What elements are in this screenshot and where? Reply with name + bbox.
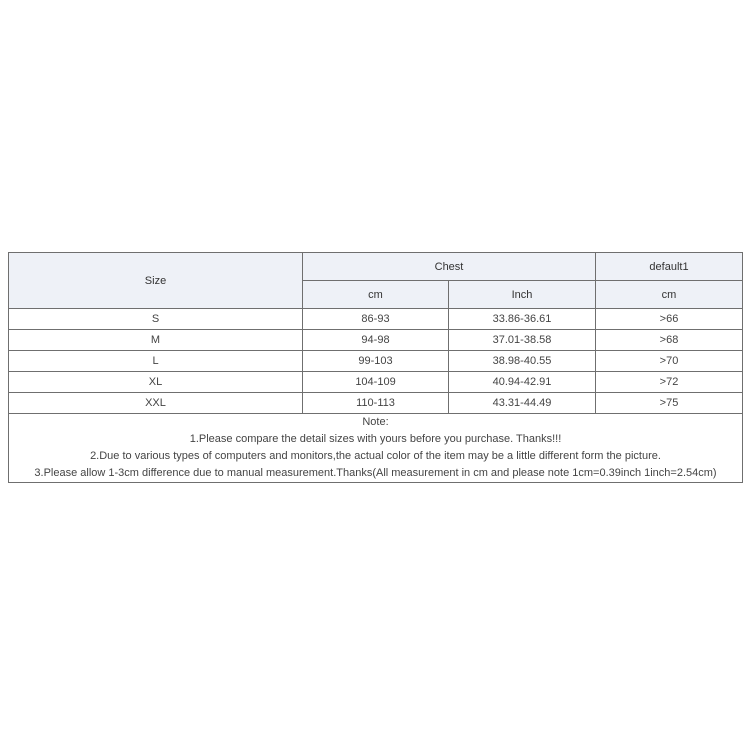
header-size: Size xyxy=(9,253,303,309)
header-chest-inch: Inch xyxy=(449,281,596,309)
cell-size: M xyxy=(9,330,303,351)
cell-chest-cm: 94-98 xyxy=(303,330,449,351)
cell-default1-cm: >66 xyxy=(596,309,743,330)
header-default1-cm: cm xyxy=(596,281,743,309)
cell-chest-inch: 40.94-42.91 xyxy=(449,372,596,393)
notes-row xyxy=(9,414,743,483)
notes-cell xyxy=(9,414,743,483)
size-chart xyxy=(8,252,742,483)
cell-default1-cm: >68 xyxy=(596,330,743,351)
note-title: Note: xyxy=(362,416,389,428)
cell-default1-cm: >75 xyxy=(596,393,743,414)
cell-chest-cm: 99-103 xyxy=(303,351,449,372)
table-row xyxy=(9,351,743,372)
table-row xyxy=(9,309,743,330)
cell-default1-cm: >72 xyxy=(596,372,743,393)
cell-chest-cm: 104-109 xyxy=(303,372,449,393)
note-line-3: 3.Please allow 1-3cm difference due to manual measurement.Thanks(All measurement in cm and please note 1cm=0.39inch 1inch=2.54cm) xyxy=(34,467,717,479)
size-table xyxy=(8,252,743,483)
cell-size: XXL xyxy=(9,393,303,414)
cell-chest-inch: 37.01-38.58 xyxy=(449,330,596,351)
cell-chest-cm: 86-93 xyxy=(303,309,449,330)
header-chest-cm: cm xyxy=(303,281,449,309)
table-row xyxy=(9,330,743,351)
cell-size: XL xyxy=(9,372,303,393)
cell-chest-cm: 110-113 xyxy=(303,393,449,414)
table-row xyxy=(9,372,743,393)
cell-chest-inch: 38.98-40.55 xyxy=(449,351,596,372)
cell-chest-inch: 43.31-44.49 xyxy=(449,393,596,414)
header-default1: default1 xyxy=(596,253,743,281)
note-line-1: 1.Please compare the detail sizes with yours before you purchase. Thanks!!! xyxy=(189,433,562,445)
cell-size: S xyxy=(9,309,303,330)
header-chest: Chest xyxy=(303,253,596,281)
cell-chest-inch: 33.86-36.61 xyxy=(449,309,596,330)
table-row xyxy=(9,393,743,414)
cell-default1-cm: >70 xyxy=(596,351,743,372)
cell-size: L xyxy=(9,351,303,372)
note-line-2: 2.Due to various types of computers and monitors,the actual color of the item may be a little different form the picture. xyxy=(90,450,661,462)
